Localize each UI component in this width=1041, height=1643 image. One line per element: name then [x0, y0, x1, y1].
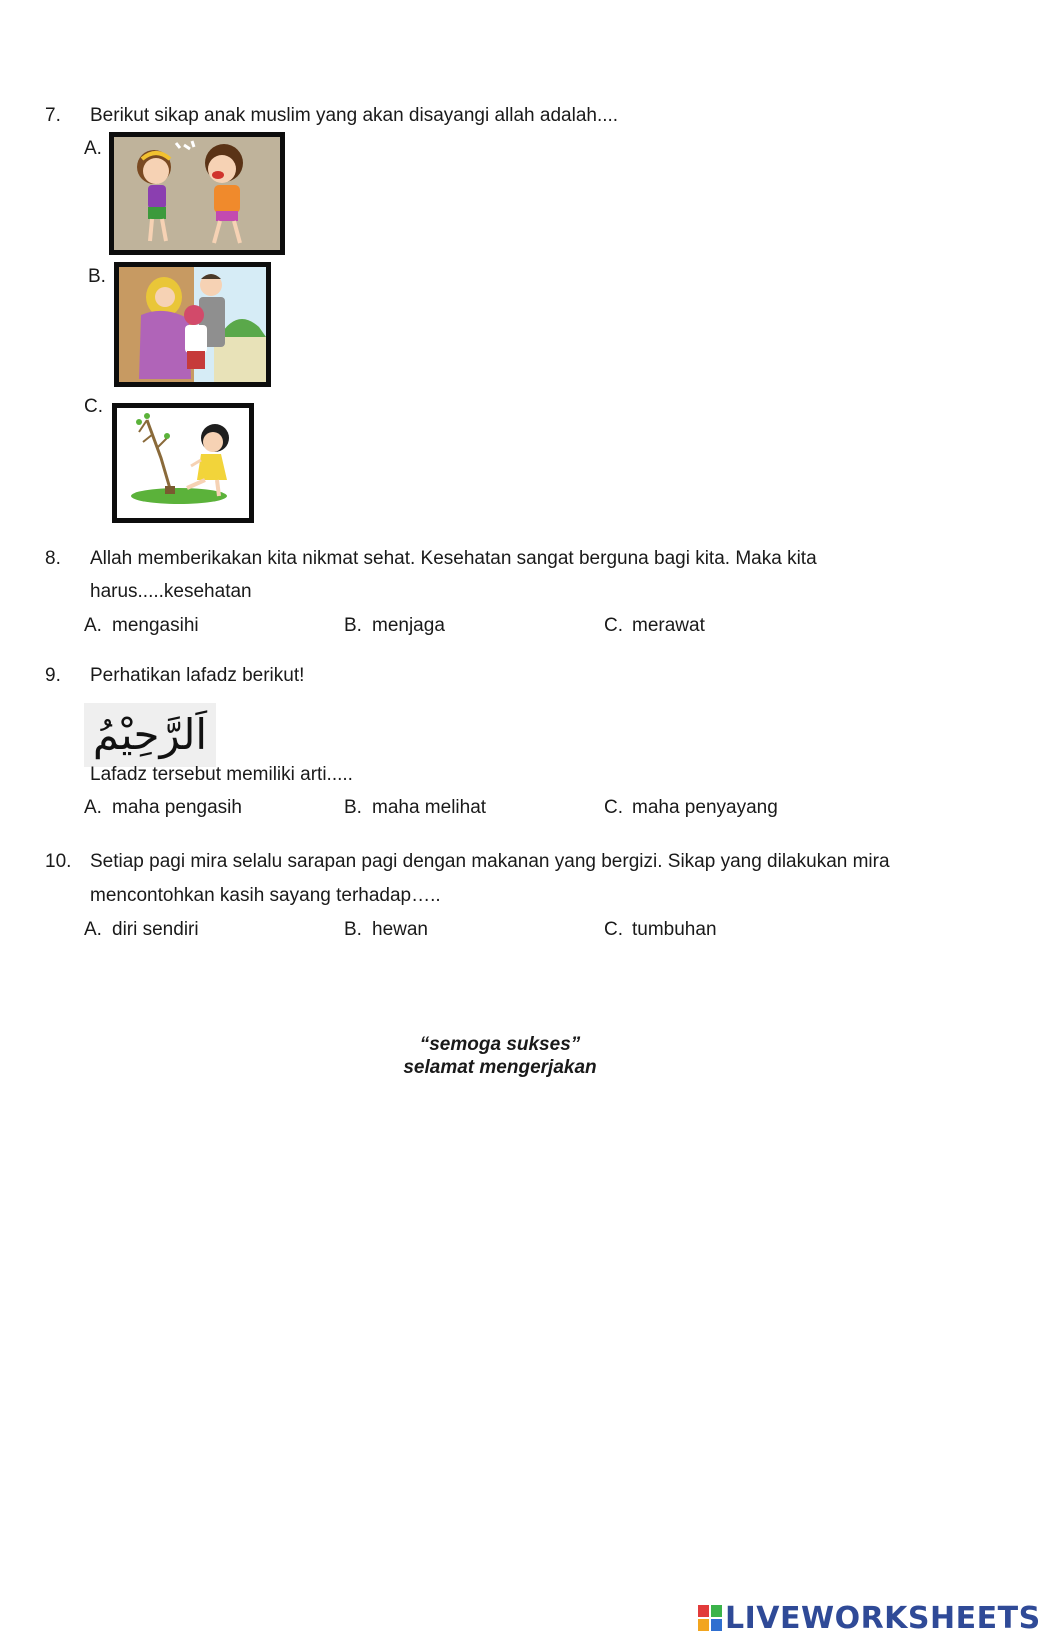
option-8c[interactable]	[604, 614, 705, 638]
option-label: merawat	[632, 615, 705, 636]
option-letter: C.	[604, 797, 623, 818]
option-letter: A.	[84, 797, 102, 818]
option-label: maha penyayang	[632, 797, 778, 818]
question-10-text: Setiap pagi mira selalu sarapan pagi dengan makanan yang bergizi. Sikap yang dilakukan mira	[90, 851, 890, 872]
option-7c-image[interactable]	[112, 403, 254, 523]
closing-line-2: selamat mengerjakan	[403, 1057, 597, 1078]
arabic-lafadz-image	[84, 703, 216, 767]
liveworksheets-logo[interactable]	[698, 1601, 1041, 1635]
option-7b-letter: B.	[88, 266, 106, 287]
option-9a[interactable]	[84, 796, 242, 820]
option-label: tumbuhan	[632, 919, 717, 940]
question-8-text: Allah memberikakan kita nikmat sehat. Kesehatan sangat berguna bagi kita. Maka kita	[90, 548, 817, 569]
brand-name: LIVEWORKSHEETS	[725, 1600, 1041, 1636]
option-10c[interactable]	[604, 918, 717, 942]
option-label: menjaga	[372, 615, 445, 636]
question-9-text: Perhatikan lafadz berikut!	[90, 665, 305, 686]
option-7b-image[interactable]	[114, 262, 271, 387]
option-label: diri sendiri	[112, 919, 199, 940]
option-letter: C.	[604, 615, 623, 636]
option-10a[interactable]	[84, 918, 199, 942]
question-10-number: 10.	[45, 851, 72, 872]
option-label: maha pengasih	[112, 797, 242, 818]
question-9-subtext: Lafadz tersebut memiliki arti.....	[90, 764, 353, 785]
option-letter: B.	[344, 919, 362, 940]
option-label: mengasihi	[112, 615, 199, 636]
option-letter: B.	[344, 615, 362, 636]
question-8-number: 8.	[45, 548, 61, 569]
question-10-text-line2: mencontohkan kasih sayang terhadap…..	[90, 885, 441, 906]
option-7a-image[interactable]	[109, 132, 285, 255]
arabic-lafadz-text: اَلرَّحِيْمُ	[92, 710, 208, 759]
child-kissing-mother-hand-illustration	[119, 267, 266, 382]
option-letter: A.	[84, 919, 102, 940]
two-girls-arguing-illustration	[114, 137, 280, 250]
option-letter: A.	[84, 615, 102, 636]
question-8-text-line2: harus.....kesehatan	[90, 581, 252, 602]
closing-line-1: “semoga sukses”	[419, 1034, 581, 1055]
option-9c[interactable]	[604, 796, 778, 820]
girl-kicking-young-tree-illustration	[117, 408, 249, 518]
option-8b[interactable]	[344, 614, 445, 638]
option-10b[interactable]	[344, 918, 428, 942]
option-label: maha melihat	[372, 797, 487, 818]
option-9b[interactable]	[344, 796, 486, 820]
option-7a-letter: A.	[84, 138, 102, 159]
option-label: hewan	[372, 919, 428, 940]
liveworksheets-grid-icon	[698, 1605, 722, 1631]
question-9-number: 9.	[45, 665, 61, 686]
option-8a[interactable]	[84, 614, 199, 638]
question-7-number: 7.	[45, 105, 61, 126]
option-letter: C.	[604, 919, 623, 940]
question-7-text: Berikut sikap anak muslim yang akan disayangi allah adalah....	[90, 105, 619, 126]
option-letter: B.	[344, 797, 362, 818]
option-7c-letter: C.	[84, 396, 103, 417]
